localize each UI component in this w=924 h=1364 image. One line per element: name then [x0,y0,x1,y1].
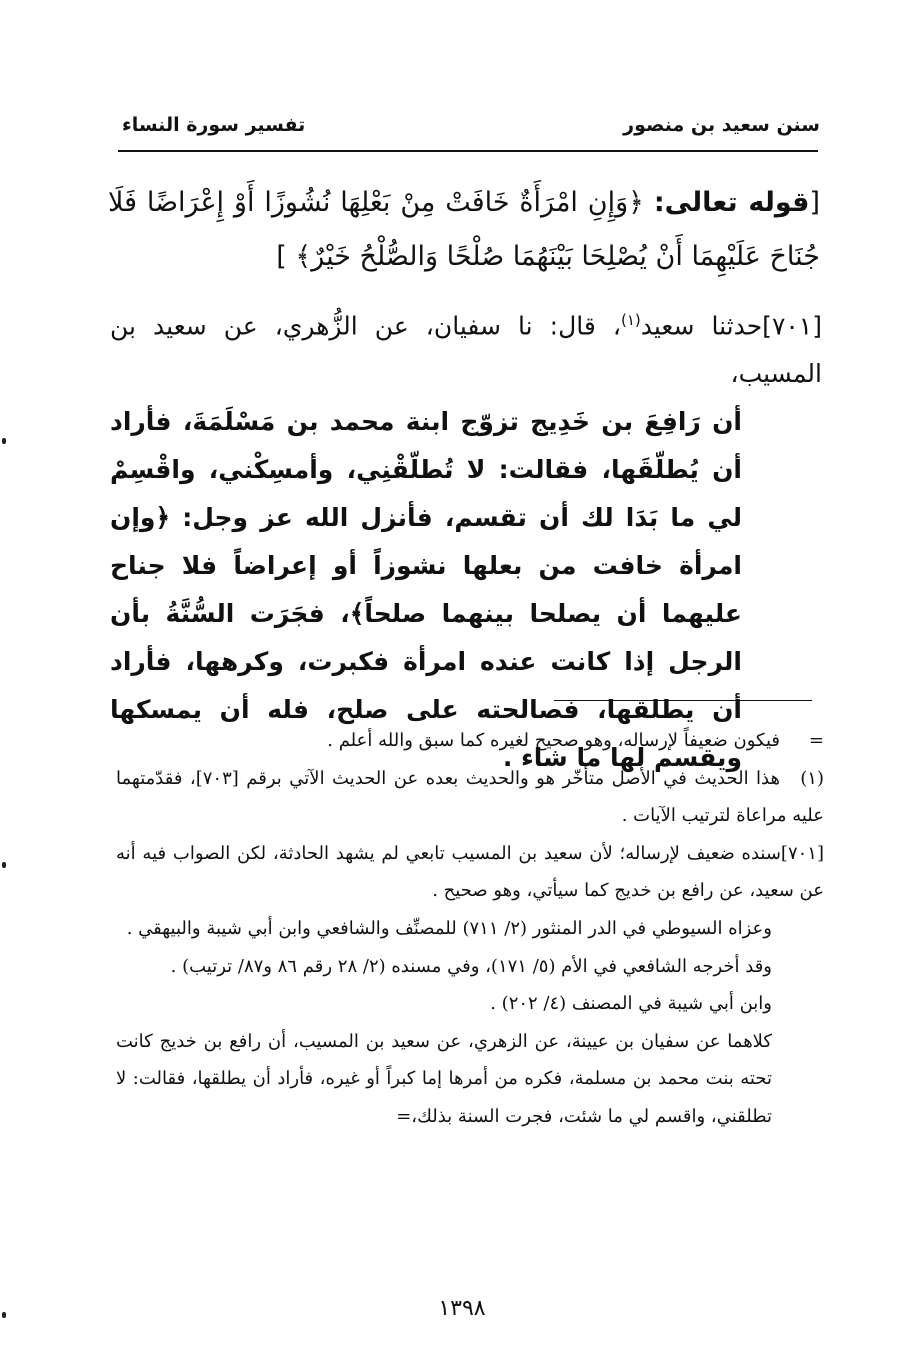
hadith-chain: ، قال: نا سفيان، عن الزُّهري، عن سعيد بن المسيب، [110,311,822,389]
verse-close-bracket: ] [276,241,287,272]
footnote-text: وعزاه السيوطي في الدر المنثور (٢/ ٧١١) للمصنِّف والشافعي وابن أبي شيبة والبيهقي . [126,917,772,939]
footnote-separator [554,700,812,701]
footnote-text: وقد أخرجه الشافعي في الأم (٥/ ١٧١)، وفي مسنده (٢/ ٢٨ رقم ٨٦ و٨٧/ ترتيب) . [170,955,772,977]
footnote-text: هذا الحديث في الأصل متأخّر هو والحديث بعده عن الحديث الآتي برقم [٧٠٣]، فقدّمتهما عليه مراعاة لترتيب الآيات . [116,767,824,827]
footnote-paragraph [116,910,772,948]
hadith-intro: حدثنا سعيد [640,311,763,341]
scan-speck [2,438,6,444]
footnote-marker: [٧٠١] [780,842,824,864]
hadith-block [110,296,822,782]
footnote-1 [116,760,824,835]
scan-speck [2,1312,6,1318]
hadith-body: أن رَافِعَ بن خَدِيج تزوّج ابنة محمد بن مَسْلَمَةَ، فأراد أن يُطلّقَها، فقالت: لا تُطلّقْنِي، وأمسِكْني، واقْسِمْ لي ما بَدَا لك أن تقسم، فأنزل الله عز وجل: ﴿وإن امرأة خافت من بعلها نشوزاً أو إعراضاً فلا جناح عليهما أن يصلحا بينهما صلحاً﴾، فجَرَت السُّنَّةُ بأن الرجل إذا كانت عنده امرأة فكبرت، وكرهها، فأراد أن يطلقها، فصالحته على صلح، فله أن يمسكها ويقسم لها ما شاء . [110,407,742,773]
hadith-number: [٧٠١] [762,311,822,341]
page-number: ١٣٩٨ [438,1296,486,1321]
book-title: سنن سعيد بن منصور [623,114,820,136]
footnote-ref: (١) [620,311,641,329]
verse-lead: قوله تعالى: [653,187,810,218]
footnote-paragraph [116,948,772,986]
footnote-marker: (١) [800,767,824,789]
footnote-marker: = [808,730,824,751]
scan-speck [2,862,6,868]
footnote-701 [116,835,824,910]
footnote-text: كلاهما عن سفيان بن عيينة، عن الزهري، عن سعيد بن المسيب، أن رافع بن خديج كانت تحته بنت محمد بن مسلمة، فكره من أمرها إما كبراً أو غيره، فأراد أن يطلقها، فقالت: لا تطلقني، واقسم لي ما شئت، فجرت السنة بذلك،= [116,1030,772,1127]
running-header [110,112,820,142]
footnotes [116,722,824,1136]
chapter-title: تفسير سورة النساء [122,114,306,136]
verse-text: ﴿وَإِنِ امْرَأَةٌ خَافَتْ مِنْ بَعْلِهَا نُشُوزًا أَوْ إِعْرَاضًا فَلَا جُنَاحَ عَلَيْهِمَا أَنْ يُصْلِحَا بَيْنَهُمَا صُلْحًا وَالصُّلْحُ خَيْرٌ﴾ [108,187,820,272]
verse-open-bracket: [ [809,187,820,218]
footnote-text: فيكون ضعيفاً لإرساله، وهو صحيح لغيره كما سبق والله أعلم . [327,730,780,751]
footnote-paragraph [116,985,772,1023]
footnote-text: سنده ضعيف لإرساله؛ لأن سعيد بن المسيب تابعي لم يشهد الحادثة، لكن الصواب فيه أنه عن سعيد، عن رافع بن خديج كما سيأتي، وهو صحيح . [116,842,824,902]
header-rule [118,150,818,152]
verse-block [108,176,820,284]
footnote-text: وابن أبي شيبة في المصنف (٤/ ٢٠٢) . [490,993,772,1015]
footnote-paragraph [116,1023,772,1136]
footnote-continuation [116,722,824,760]
